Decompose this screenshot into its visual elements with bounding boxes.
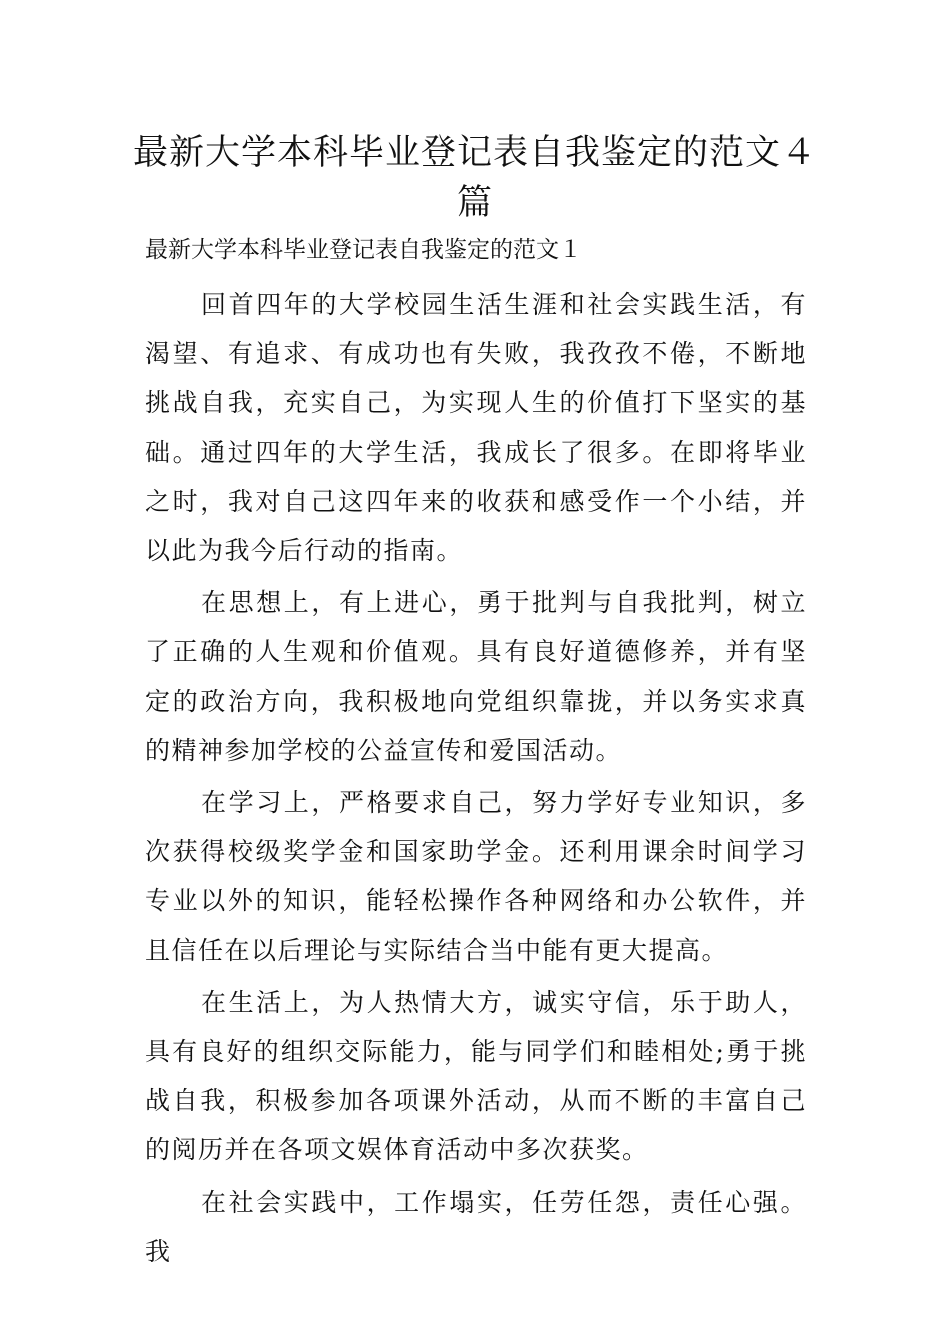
paragraph-3: 在学习上，严格要求自己，努力学好专业知识，多次获得校级奖学金和国家助学金。还利用课余时间学习专业以外的知识，能轻松操作各种网络和办公软件，并且信任在以后理论与实际结合当中能有更大提高。	[145, 788, 807, 965]
paragraph-4: 在生活上，为人热情大方，诚实守信，乐于助人，具有良好的组织交际能力，能与同学们和睦相处;勇于挑战自我，积极参加各项课外活动，从而不断的丰富自己的阅历并在各项文娱体育活动中多次获奖。	[145, 987, 807, 1165]
paragraph-5: 在社会实践中，工作塌实，任劳任怨，责任心强。我	[145, 1187, 807, 1266]
paragraph-1: 回首四年的大学校园生活生涯和社会实践生活，有渴望、有追求、有成功也有失败，我孜孜不倦，不断地挑战自我，充实自己，为实现人生的价值打下坚实的基础。通过四年的大学生活，我成长了很多。在即将毕业之时，我对自己这四年来的收获和感受作一个小结，并以此为我今后行动的指南。	[145, 290, 807, 566]
section-heading: 最新大学本科毕业登记表自我鉴定的范文１	[145, 237, 582, 263]
document-title: 最新大学本科毕业登记表自我鉴定的范文４篇	[132, 133, 817, 223]
paragraph-2: 在思想上，有上进心，勇于批判与自我批判，树立了正确的人生观和价值观。具有良好道德修养，并有坚定的政治方向，我积极地向党组织靠拢，并以务实求真的精神参加学校的公益宣传和爱国活动。	[145, 588, 807, 765]
document-body	[145, 280, 807, 1276]
